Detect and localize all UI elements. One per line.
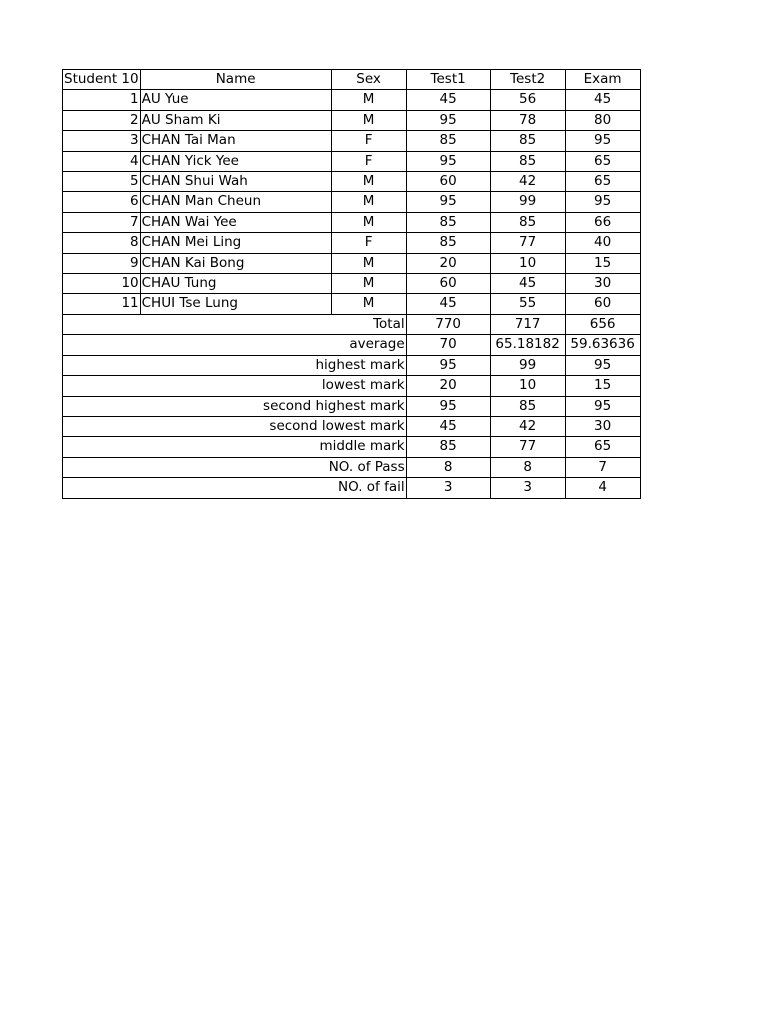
exam-cell[interactable]: 15 [565,253,640,273]
header-name[interactable]: Name [140,70,331,90]
summary-label-cell[interactable]: middle mark [63,437,407,457]
student-name-cell[interactable]: CHAN Mei Ling [140,233,331,253]
student-name-cell[interactable]: AU Yue [140,90,331,110]
summary-label-cell[interactable]: lowest mark [63,376,407,396]
summary-label-cell[interactable]: highest mark [63,355,407,375]
exam-cell[interactable]: 30 [565,274,640,294]
student-id-cell[interactable]: 9 [63,253,141,273]
student-sex-cell[interactable]: F [331,131,406,151]
student-sex-cell[interactable]: M [331,172,406,192]
student-sex-cell[interactable]: M [331,294,406,314]
summary-test1-cell[interactable]: 95 [406,355,490,375]
student-id-cell[interactable]: 5 [63,172,141,192]
student-row [63,233,641,253]
student-row [63,212,641,232]
summary-test1-cell[interactable]: 770 [406,314,490,334]
test2-cell[interactable]: 77 [490,233,565,253]
exam-cell[interactable]: 95 [565,192,640,212]
student-id-cell[interactable]: 1 [63,90,141,110]
test1-cell[interactable]: 95 [406,110,490,130]
test1-cell[interactable]: 20 [406,253,490,273]
summary-test2-cell[interactable]: 77 [490,437,565,457]
student-id-cell[interactable]: 11 [63,294,141,314]
exam-cell[interactable]: 65 [565,172,640,192]
test2-cell[interactable]: 85 [490,151,565,171]
summary-row [63,396,641,416]
student-name-cell[interactable]: CHUI Tse Lung [140,294,331,314]
header-student-id[interactable]: Student 10 [63,70,141,90]
exam-cell[interactable]: 60 [565,294,640,314]
test1-cell[interactable]: 85 [406,131,490,151]
student-id-cell[interactable]: 8 [63,233,141,253]
student-name-cell[interactable]: CHAN Wai Yee [140,212,331,232]
exam-cell[interactable]: 66 [565,212,640,232]
summary-exam-cell[interactable]: 15 [565,376,640,396]
summary-test1-cell[interactable]: 3 [406,478,490,498]
test2-cell[interactable]: 99 [490,192,565,212]
student-sex-cell[interactable]: M [331,110,406,130]
student-sex-cell[interactable]: F [331,151,406,171]
test1-cell[interactable]: 60 [406,172,490,192]
student-sex-cell[interactable]: M [331,212,406,232]
summary-label-cell[interactable]: Total [63,314,407,334]
summary-test1-cell[interactable]: 95 [406,396,490,416]
header-test2[interactable]: Test2 [490,70,565,90]
summary-exam-cell[interactable]: 7 [565,457,640,477]
student-id-cell[interactable]: 3 [63,131,141,151]
student-row [63,172,641,192]
summary-label-cell[interactable]: second highest mark [63,396,407,416]
test2-cell[interactable]: 78 [490,110,565,130]
header-exam[interactable]: Exam [565,70,640,90]
test2-cell[interactable]: 85 [490,212,565,232]
summary-row [63,335,641,355]
exam-cell[interactable]: 95 [565,131,640,151]
student-name-cell[interactable]: CHAN Man Cheun [140,192,331,212]
student-sex-cell[interactable]: M [331,192,406,212]
summary-row [63,314,641,334]
summary-test2-cell[interactable]: 717 [490,314,565,334]
marks-spreadsheet [62,69,641,499]
summary-test1-cell[interactable]: 20 [406,376,490,396]
exam-cell[interactable]: 80 [565,110,640,130]
summary-exam-cell[interactable]: 30 [565,416,640,436]
test1-cell[interactable]: 85 [406,212,490,232]
test1-cell[interactable]: 45 [406,90,490,110]
student-row [63,151,641,171]
summary-test1-cell[interactable]: 70 [406,335,490,355]
test1-cell[interactable]: 60 [406,274,490,294]
test2-cell[interactable]: 45 [490,274,565,294]
student-id-cell[interactable]: 10 [63,274,141,294]
summary-exam-cell[interactable]: 656 [565,314,640,334]
student-row [63,90,641,110]
student-row [63,110,641,130]
test1-cell[interactable]: 95 [406,151,490,171]
student-sex-cell[interactable]: M [331,253,406,273]
summary-test1-cell[interactable]: 8 [406,457,490,477]
student-name-cell[interactable]: AU Sham Ki [140,110,331,130]
student-name-cell[interactable]: CHAN Kai Bong [140,253,331,273]
summary-row [63,355,641,375]
summary-row [63,437,641,457]
summary-test2-cell[interactable]: 3 [490,478,565,498]
summary-test2-cell[interactable]: 65.18182 [490,335,565,355]
summary-row [63,376,641,396]
header-sex[interactable]: Sex [331,70,406,90]
student-id-cell[interactable]: 7 [63,212,141,232]
summary-label-cell[interactable]: NO. of Pass [63,457,407,477]
test2-cell[interactable]: 55 [490,294,565,314]
summary-test2-cell[interactable]: 10 [490,376,565,396]
student-row [63,274,641,294]
student-row [63,192,641,212]
summary-test2-cell[interactable]: 8 [490,457,565,477]
student-name-cell[interactable]: CHAN Yick Yee [140,151,331,171]
test2-cell[interactable]: 56 [490,90,565,110]
student-row [63,253,641,273]
summary-exam-cell[interactable]: 95 [565,355,640,375]
summary-row [63,478,641,498]
student-sex-cell[interactable]: F [331,233,406,253]
student-id-cell[interactable]: 6 [63,192,141,212]
summary-label-cell[interactable]: average [63,335,407,355]
summary-exam-cell[interactable]: 95 [565,396,640,416]
student-row [63,294,641,314]
test2-cell[interactable]: 85 [490,131,565,151]
summary-test1-cell[interactable]: 45 [406,416,490,436]
summary-label-cell[interactable]: NO. of fail [63,478,407,498]
summary-test2-cell[interactable]: 42 [490,416,565,436]
test1-cell[interactable]: 45 [406,294,490,314]
header-test1[interactable]: Test1 [406,70,490,90]
student-id-cell[interactable]: 2 [63,110,141,130]
exam-cell[interactable]: 40 [565,233,640,253]
test1-cell[interactable]: 85 [406,233,490,253]
summary-row [63,457,641,477]
summary-exam-cell[interactable]: 65 [565,437,640,457]
exam-cell[interactable]: 45 [565,90,640,110]
student-id-cell[interactable]: 4 [63,151,141,171]
student-sex-cell[interactable]: M [331,274,406,294]
student-name-cell[interactable]: CHAN Tai Man [140,131,331,151]
student-name-cell[interactable]: CHAU Tung [140,274,331,294]
student-name-cell[interactable]: CHAN Shui Wah [140,172,331,192]
summary-exam-cell[interactable]: 59.63636 [565,335,640,355]
exam-cell[interactable]: 65 [565,151,640,171]
summary-label-cell[interactable]: second lowest mark [63,416,407,436]
header-row [63,70,641,90]
summary-row [63,416,641,436]
student-row [63,131,641,151]
summary-test2-cell[interactable]: 99 [490,355,565,375]
test2-cell[interactable]: 42 [490,172,565,192]
test1-cell[interactable]: 95 [406,192,490,212]
summary-exam-cell[interactable]: 4 [565,478,640,498]
test2-cell[interactable]: 10 [490,253,565,273]
summary-test1-cell[interactable]: 85 [406,437,490,457]
student-sex-cell[interactable]: M [331,90,406,110]
summary-test2-cell[interactable]: 85 [490,396,565,416]
